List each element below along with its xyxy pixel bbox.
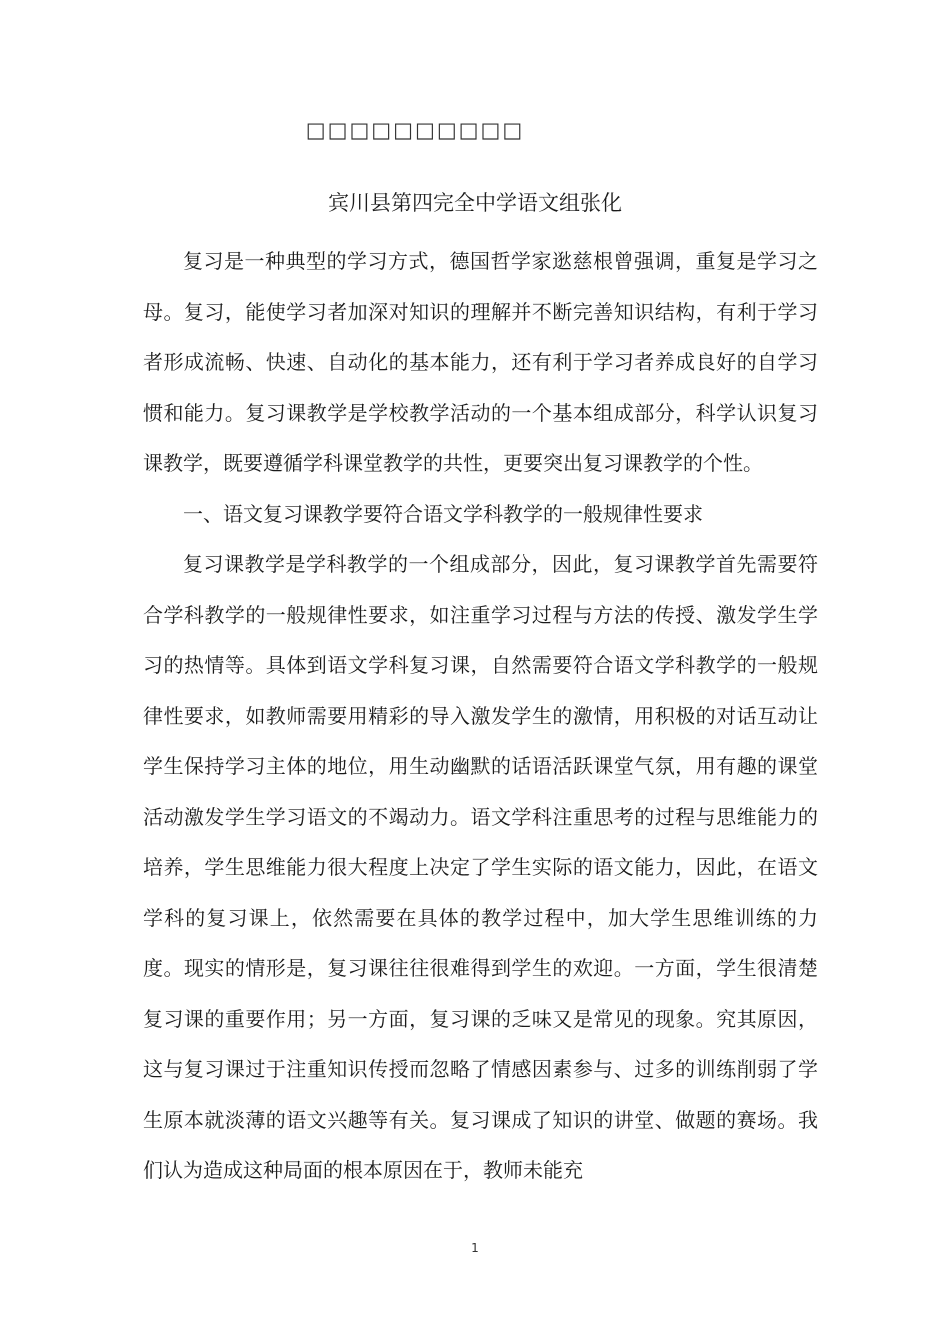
- document-body: [143, 236, 818, 1196]
- paragraph-intro: 复习是一种典型的学习方式，德国哲学家逖慈根曾强调，重复是学习之母。复习，能使学习者加深对知识的理解并不断完善知识结构，有利于学习者形成流畅、快速、自动化的基本能力，还有利于学习者养成良好的自学习惯和能力。复习课教学是学校教学活动的一个基本组成部分，科学认识复习课教学，既要遵循学科课堂教学的共性，更要突出复习课教学的个性。: [143, 249, 818, 475]
- document-title: □□□□□□□□□□: [305, 118, 525, 142]
- paragraph-section-one: 复习课教学是学科教学的一个组成部分，因此，复习课教学首先需要符合学科教学的一般规律性要求，如注重学习过程与方法的传授、激发学生学习的热情等。具体到语文学科复习课，自然需要符合语文学科教学的一般规律性要求，如教师需要用精彩的导入激发学生的激情，用积极的对话互动让学生保持学习主体的地位，用生动幽默的话语活跃课堂气氛，用有趣的课堂活动激发学生学习语文的不竭动力。语文学科注重思考的过程与思维能力的培养，学生思维能力很大程度上决定了学生实际的语文能力，因此，在语文学科的复习课上，依然需要在具体的教学过程中，加大学生思维训练的力度。现实的情形是，复习课往往很难得到学生的欢迎。一方面，学生很清楚复习课的重要作用；另一方面，复习课的乏味又是常见的现象。究其原因，这与复习课过于注重知识传授而忽略了情感因素参与、过多的训练削弱了学生原本就淡薄的语文兴趣等有关。复习课成了知识的讲堂、做题的赛场。我们认为造成这种局面的根本原因在于，教师未能充: [143, 552, 818, 1182]
- section-heading: 一、语文复习课教学要符合语文学科教学的一般规律性要求: [183, 501, 703, 526]
- page-number: 1: [471, 1241, 479, 1255]
- author-line: 宾川县第四完全中学语文组张化: [328, 191, 622, 215]
